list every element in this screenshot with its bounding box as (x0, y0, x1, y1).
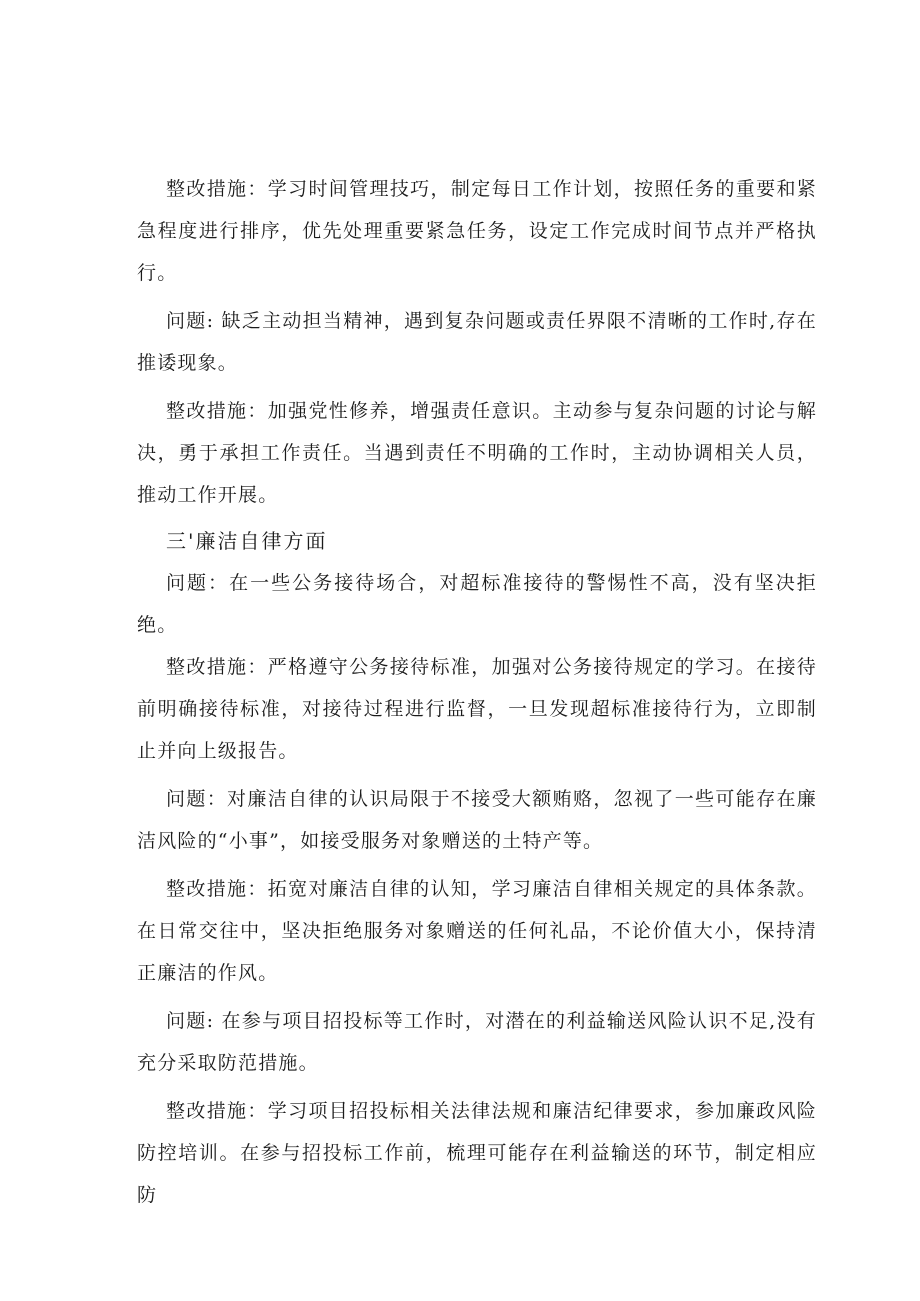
paragraph-issue-reception: 问题：在一些公务接待场合，对超标准接待的警惕性不高，没有坚决拒绝。 (137, 572, 817, 636)
paragraph-measure-time-management: 整改措施：学习时间管理技巧，制定每日工作计划，按照任务的重要和紧急程度进行排序，优先处理重要紧急任务，设定工作完成时间节点并严格执行。 (137, 178, 817, 284)
paragraph-measure-responsibility: 整改措施：加强党性修养，增强责任意识。主动参与复杂问题的讨论与解决，勇于承担工作责任。当遇到责任不明确的工作时，主动协调相关人员，推动工作开展。 (137, 400, 817, 506)
paragraph-issue-small-matters: 问题：对廉洁自律的认识局限于不接受大额贿赂，忽视了一些可能存在廉洁风险的“小事”，如接受服务对象赠送的土特产等。 (137, 788, 817, 852)
paragraph-measure-bidding: 整改措施：学习项目招投标相关法律法规和廉洁纪律要求，参加廉政风险防控培训。在参与招投标工作前，梳理可能存在利益输送的环节，制定相应防 (137, 1100, 817, 1206)
paragraph-measure-reception: 整改措施：严格遵守公务接待标准，加强对公务接待规定的学习。在接待前明确接待标准，对接待过程进行监督，一旦发现超标准接待行为，立即制止并向上级报告。 (137, 656, 817, 762)
paragraph-measure-gifts: 整改措施：拓宽对廉洁自律的认知，学习廉洁自律相关规定的具体条款。在日常交往中，坚决拒绝服务对象赠送的任何礼品，不论价值大小，保持清正廉洁的作风。 (137, 878, 817, 984)
paragraph-issue-bidding: 问题: 在参与项目招投标等工作时，对潜在的利益输送风险认识不足,没有充分采取防范措施。 (137, 1010, 817, 1074)
section-heading-integrity: 三'廉洁自律方面 (166, 529, 328, 553)
paragraph-issue-responsibility: 问题: 缺乏主动担当精神，遇到复杂问题或责任界限不清晰的工作时,存在推诿现象。 (137, 310, 817, 374)
document-body (137, 168, 817, 1216)
